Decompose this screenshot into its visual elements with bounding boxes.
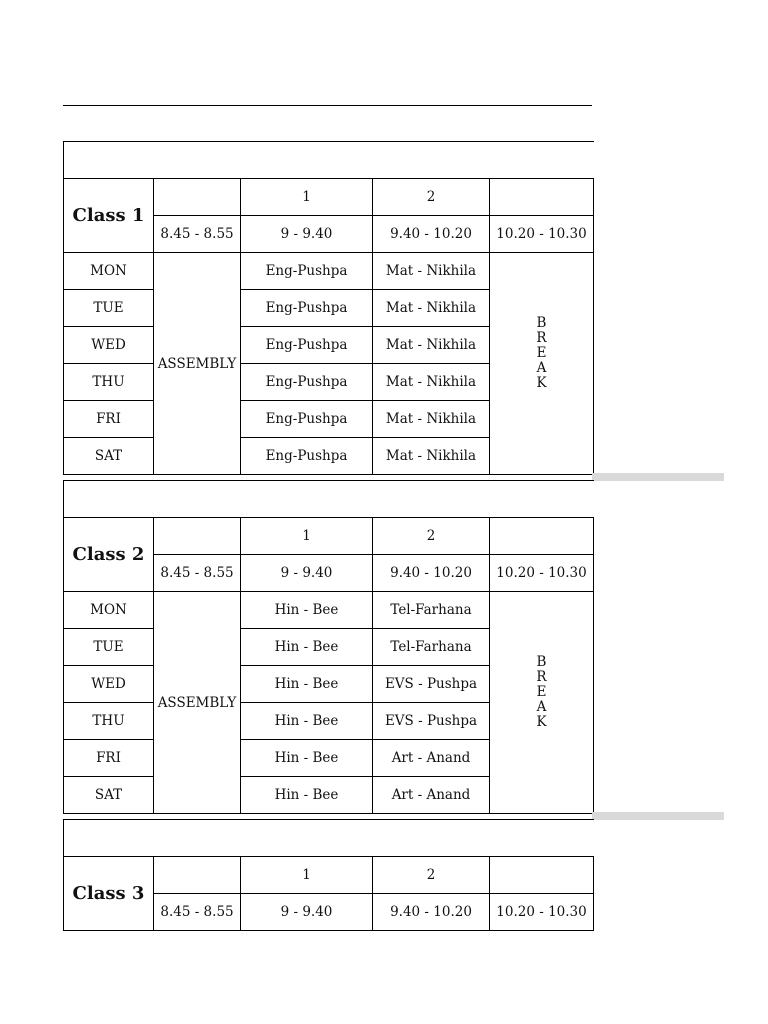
blank-cell [490,179,594,216]
subject-cell: Eng-Pushpa [241,364,373,401]
subject-cell: EVS - Pushpa [373,703,490,740]
subject-cell: Mat - Nikhila [373,364,490,401]
subject-cell: Eng-Pushpa [241,290,373,327]
subject-cell: Eng-Pushpa [241,438,373,475]
subject-cell: Mat - Nikhila [373,253,490,290]
subject-cell: Hin - Bee [241,629,373,666]
break-letter: B [536,654,547,670]
class-title: Class 3 [64,857,154,931]
class-banner [64,142,594,179]
break-cell [490,253,594,475]
break-letter: E [536,345,547,361]
blank-cell [154,179,241,216]
blank-cell [490,518,594,555]
subject-cell: Tel-Farhana [373,629,490,666]
break-letter: K [536,714,547,730]
period-number: 2 [373,179,490,216]
subject-cell: EVS - Pushpa [373,666,490,703]
subject-cell: Eng-Pushpa [241,253,373,290]
subject-cell: Mat - Nikhila [373,401,490,438]
subject-cell: Art - Anand [373,740,490,777]
subject-cell: Tel-Farhana [373,592,490,629]
class-banner [64,481,594,518]
break-letter: R [536,669,547,685]
break-letter: A [536,360,547,376]
period-number: 1 [241,179,373,216]
timetable-class-1 [63,141,594,475]
subject-cell: Art - Anand [373,777,490,814]
time-slot: 9 - 9.40 [241,894,373,931]
subject-cell: Mat - Nikhila [373,290,490,327]
day-label: SAT [64,777,154,814]
day-label: THU [64,703,154,740]
break-letter: A [536,699,547,715]
table-row [64,592,594,629]
blank-cell [490,857,594,894]
period-number: 2 [373,518,490,555]
day-label: TUE [64,290,154,327]
subject-cell: Hin - Bee [241,666,373,703]
break-cell [490,592,594,814]
day-label: SAT [64,438,154,475]
time-slot: 8.45 - 8.55 [154,894,241,931]
assembly-cell: ASSEMBLY [154,253,241,475]
day-label: THU [64,364,154,401]
subject-cell: Hin - Bee [241,777,373,814]
subject-cell: Hin - Bee [241,703,373,740]
timetable-class-2 [63,480,594,814]
timetable-class-3 [63,819,594,931]
time-slot: 9.40 - 10.20 [373,555,490,592]
subject-cell: Eng-Pushpa [241,401,373,438]
table-row [64,253,594,290]
gray-separator [592,812,724,820]
time-slot: 9.40 - 10.20 [373,216,490,253]
time-slot: 9.40 - 10.20 [373,894,490,931]
time-slot: 9 - 9.40 [241,555,373,592]
day-label: MON [64,253,154,290]
header-rule [63,105,592,106]
class-title: Class 1 [64,179,154,253]
time-slot: 10.20 - 10.30 [490,216,594,253]
assembly-cell: ASSEMBLY [154,592,241,814]
day-label: MON [64,592,154,629]
time-slot: 8.45 - 8.55 [154,216,241,253]
class-title: Class 2 [64,518,154,592]
gray-separator [592,473,724,481]
day-label: WED [64,327,154,364]
time-slot: 10.20 - 10.30 [490,894,594,931]
time-slot: 10.20 - 10.30 [490,555,594,592]
break-letter: E [536,684,547,700]
day-label: WED [64,666,154,703]
break-letter: R [536,330,547,346]
period-number: 1 [241,857,373,894]
subject-cell: Mat - Nikhila [373,327,490,364]
break-letter: K [536,375,547,391]
subject-cell: Hin - Bee [241,592,373,629]
time-slot: 9 - 9.40 [241,216,373,253]
break-letter: B [536,315,547,331]
subject-cell: Hin - Bee [241,740,373,777]
day-label: TUE [64,629,154,666]
day-label: FRI [64,740,154,777]
period-number: 2 [373,857,490,894]
subject-cell: Mat - Nikhila [373,438,490,475]
class-banner [64,820,594,857]
blank-cell [154,518,241,555]
day-label: FRI [64,401,154,438]
blank-cell [154,857,241,894]
period-number: 1 [241,518,373,555]
time-slot: 8.45 - 8.55 [154,555,241,592]
subject-cell: Eng-Pushpa [241,327,373,364]
